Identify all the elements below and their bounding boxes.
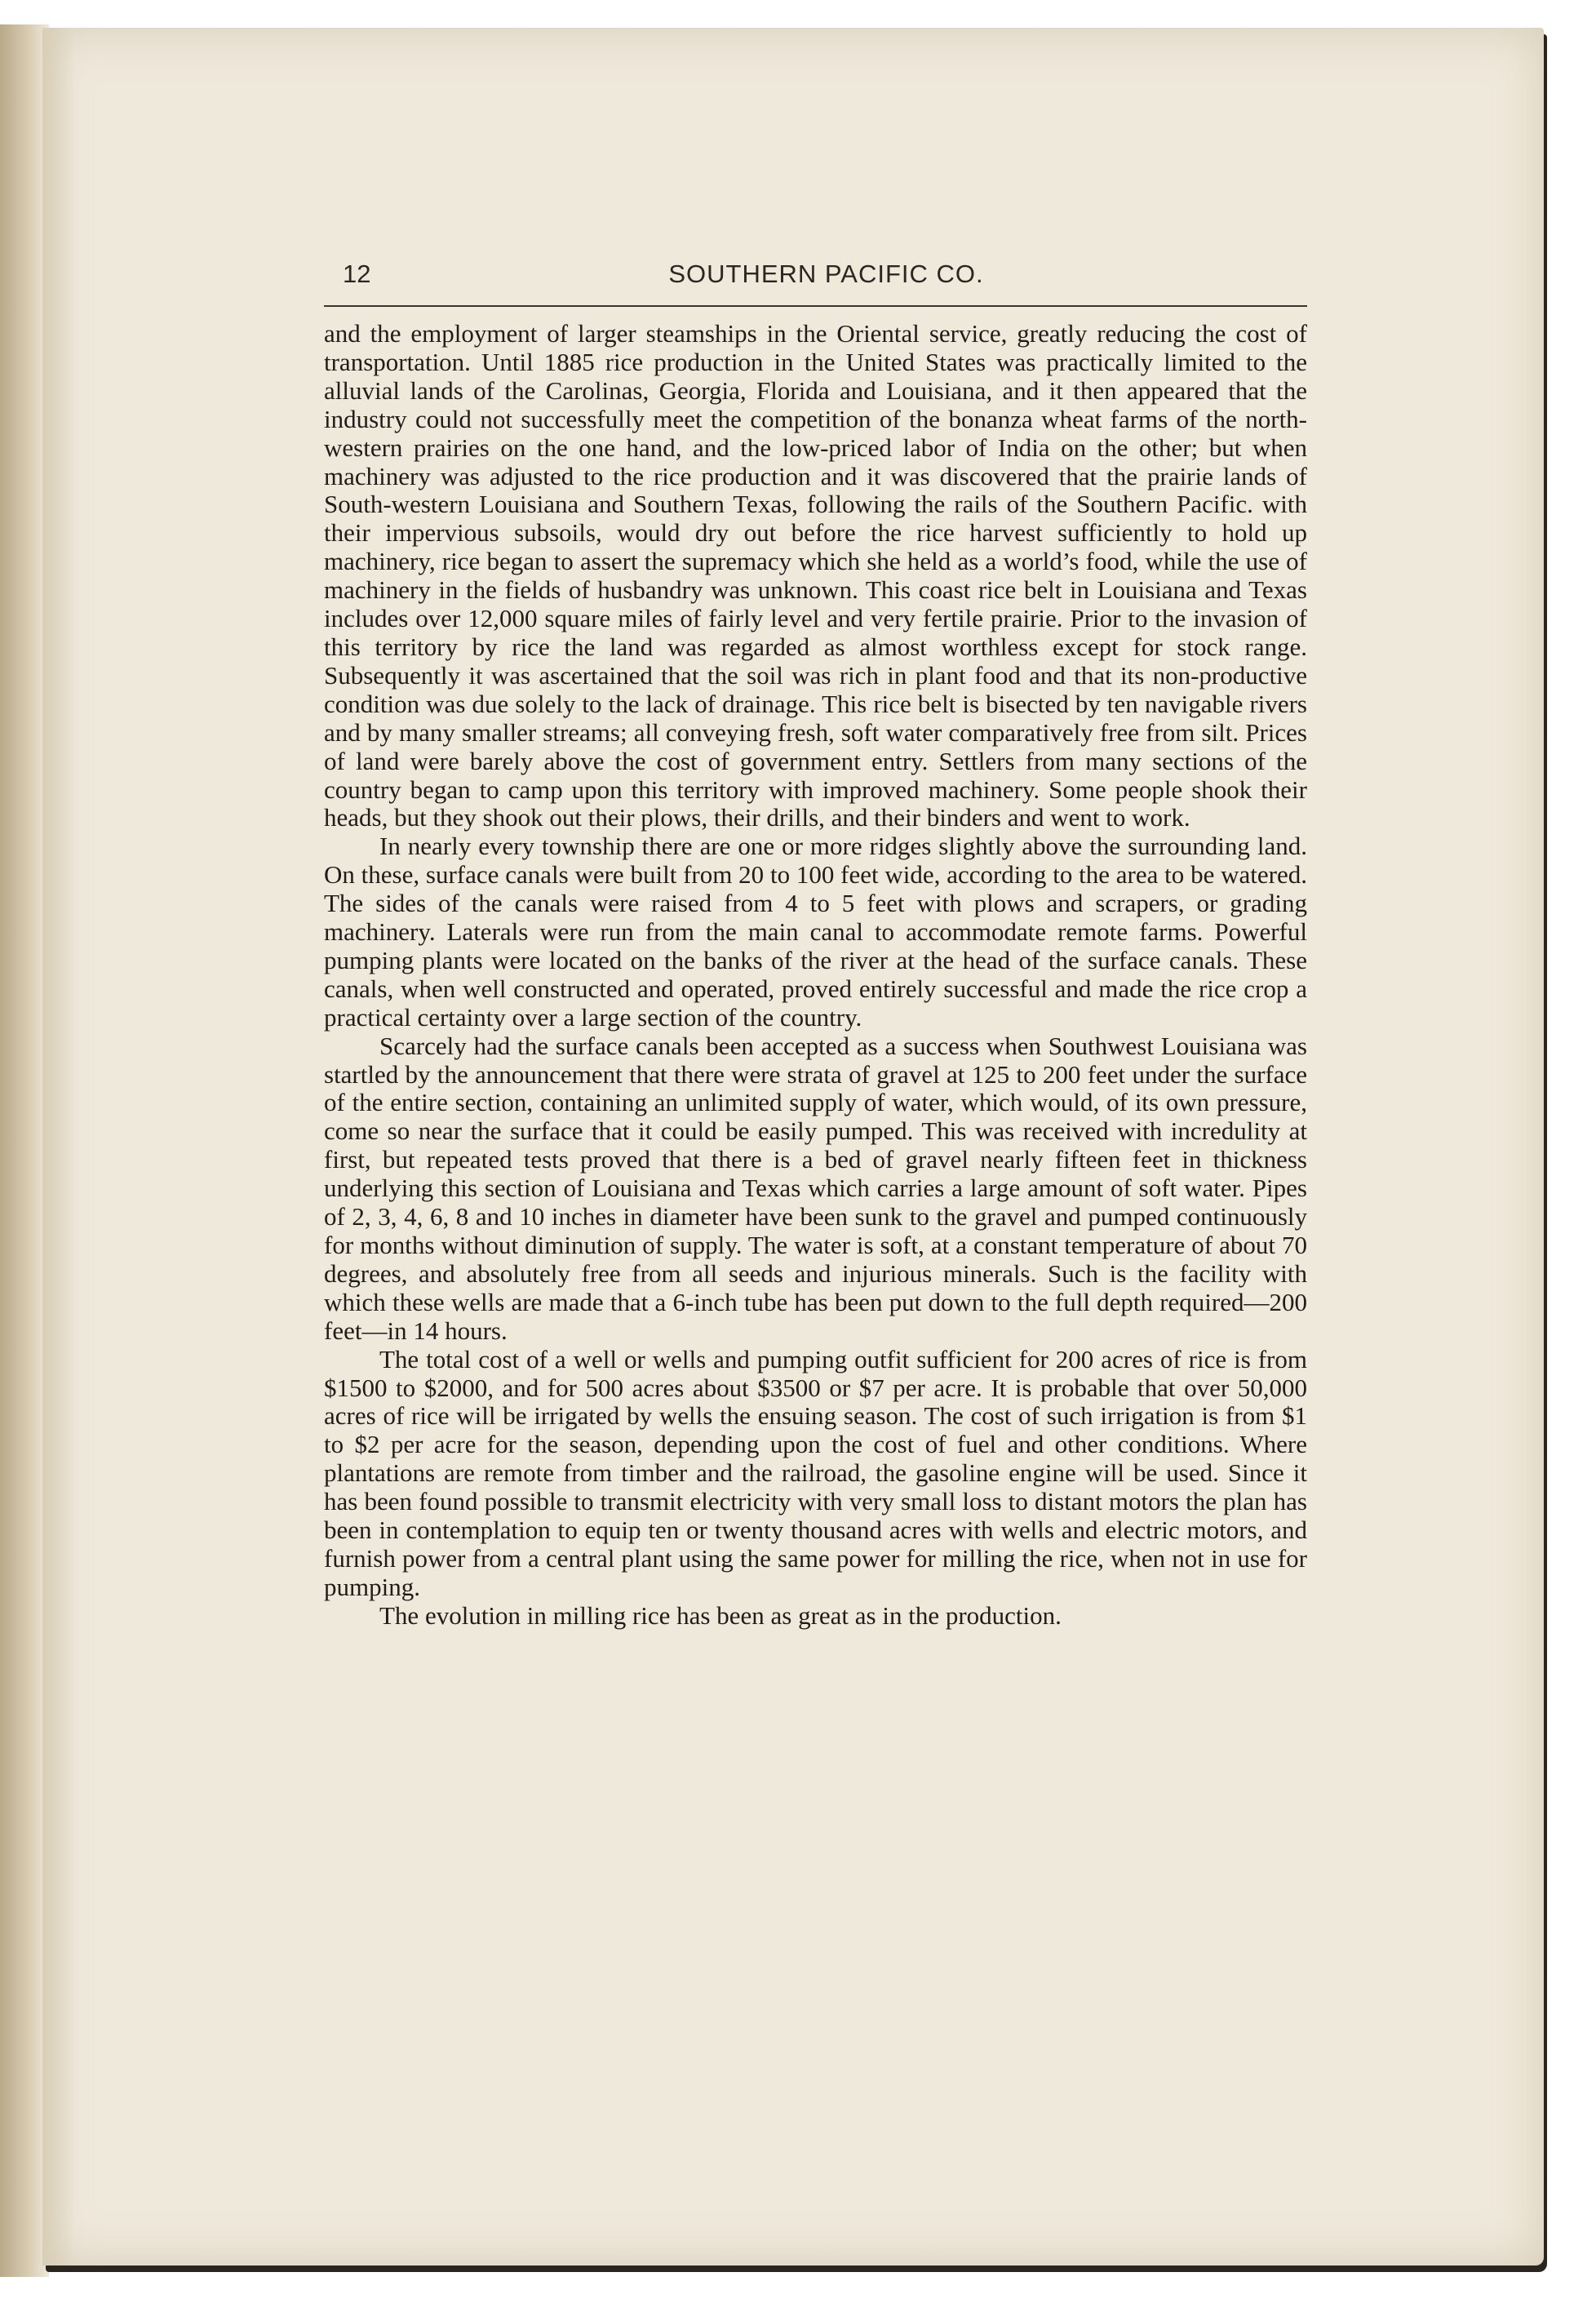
page-header (343, 260, 1310, 300)
paragraph-3: Scarcely had the surface canals been accepted as a success when Southwest Louisiana was startled by the announcement that there were strata of gravel at 125 to 200 feet under the surface of the entire section, containing an unlimited supply of water, which would, of its own pressure, come so near the surface that it could be easily pumped. This was received with incredulity at first, but repeated tests proved that there is a bed of gravel nearly fifteen feet in thickness underlying this section of Louisiana and Texas which carries a large amount of soft water. Pipes of 2, 3, 4, 6, 8 and 10 inches in diameter have been sunk to the gravel and pumped continuously for months without diminution of supply. The water is soft, at a constant temperature of about 70 degrees, and absolutely free from all seeds and injurious minerals. Such is the facility with which these wells are made that a 6-inch tube has been put down to the full depth required—200 feet—in 14 hours. (324, 1031, 1307, 1345)
header-rule (324, 305, 1307, 307)
paragraph-2: In nearly every township there are one or more ridges slightly above the surrounding land. On these, surface canals were built from 20 to 100 feet wide, according to the area to be watered. The sides of the canals were raised from 4 to 5 feet with plows and scrapers, or grading machinery. Laterals were run from the main canal to accommodate remote farms. Powerful pumping plants were located on the banks of the river at the head of the surface canals. These canals, when well constructed and operated, proved entirely successful and made the rice crop a practical certainty over a large section of the country. (324, 832, 1307, 1032)
page-number: 12 (343, 260, 371, 288)
paragraph-4: The total cost of a well or wells and pumping outfit sufficient for 200 acres of rice is from $1500 to $2000, and for 500 acres about $3500 or $7 per acre. It is probable that over 50,000 acres of rice will be irrigated by wells the ensuing season. The cost of such irrigation is from $1 to $2 per acre for the season, depending upon the cost of fuel and other conditions. Where plantations are remote from timber and the railroad, the gasoline engine will be used. Since it has been found possible to transmit electricity with very small loss to distant motors the plan has been in contemplation to equip ten or twenty thousand acres with wells and electric motors, and furnish power from a central plant using the same power for milling the rice, when not in use for pumping. (324, 1344, 1307, 1601)
paragraph-5: The evolution in milling rice has been as great as in the production. (379, 1600, 1062, 1630)
page-spine-edge (0, 24, 49, 2277)
paragraph-1: and the employment of larger steamships in the Oriental service, greatly reducing the cost of transportation. Until 1885 rice production in the United States was practically limited to the alluvial lands of the Carolinas, Georgia, Florida and Louisiana, and it then appeared that the industry could not successfully meet the competition of the bonanza wheat farms of the north-western prairies on the one hand, and the low-priced labor of India on the other; but when machinery was adjusted to the rice production and it was discovered that the prairie lands of South-western Louisiana and Southern Texas, following the rails of the Southern Pacific. with their impervious subsoils, would dry out before the rice harvest sufficiently to hold up machinery, rice began to assert the supremacy which she held as a world’s food, while the use of machinery in the fields of husbandry was unknown. This coast rice belt in Louisiana and Texas includes over 12,000 square miles of fairly level and very fertile prairie. Prior to the invasion of this territory by rice the land was regarded as almost worthless except for stock range. Subsequently it was ascertained that the soil was rich in plant food and that its non-productive condition was due solely to the lack of drainage. This rice belt is bisected by ten navigable rivers and by many smaller streams; all conveying fresh, soft water comparatively free from silt. Prices of land were barely above the cost of government entry. Settlers from many sections of the country began to camp upon this territory with improved machinery. Some people shook their heads, but they shook out their plows, their drills, and their binders and went to work. (324, 319, 1307, 832)
body-text (324, 320, 1307, 1631)
running-head: SOUTHERN PACIFIC CO. (668, 260, 984, 288)
